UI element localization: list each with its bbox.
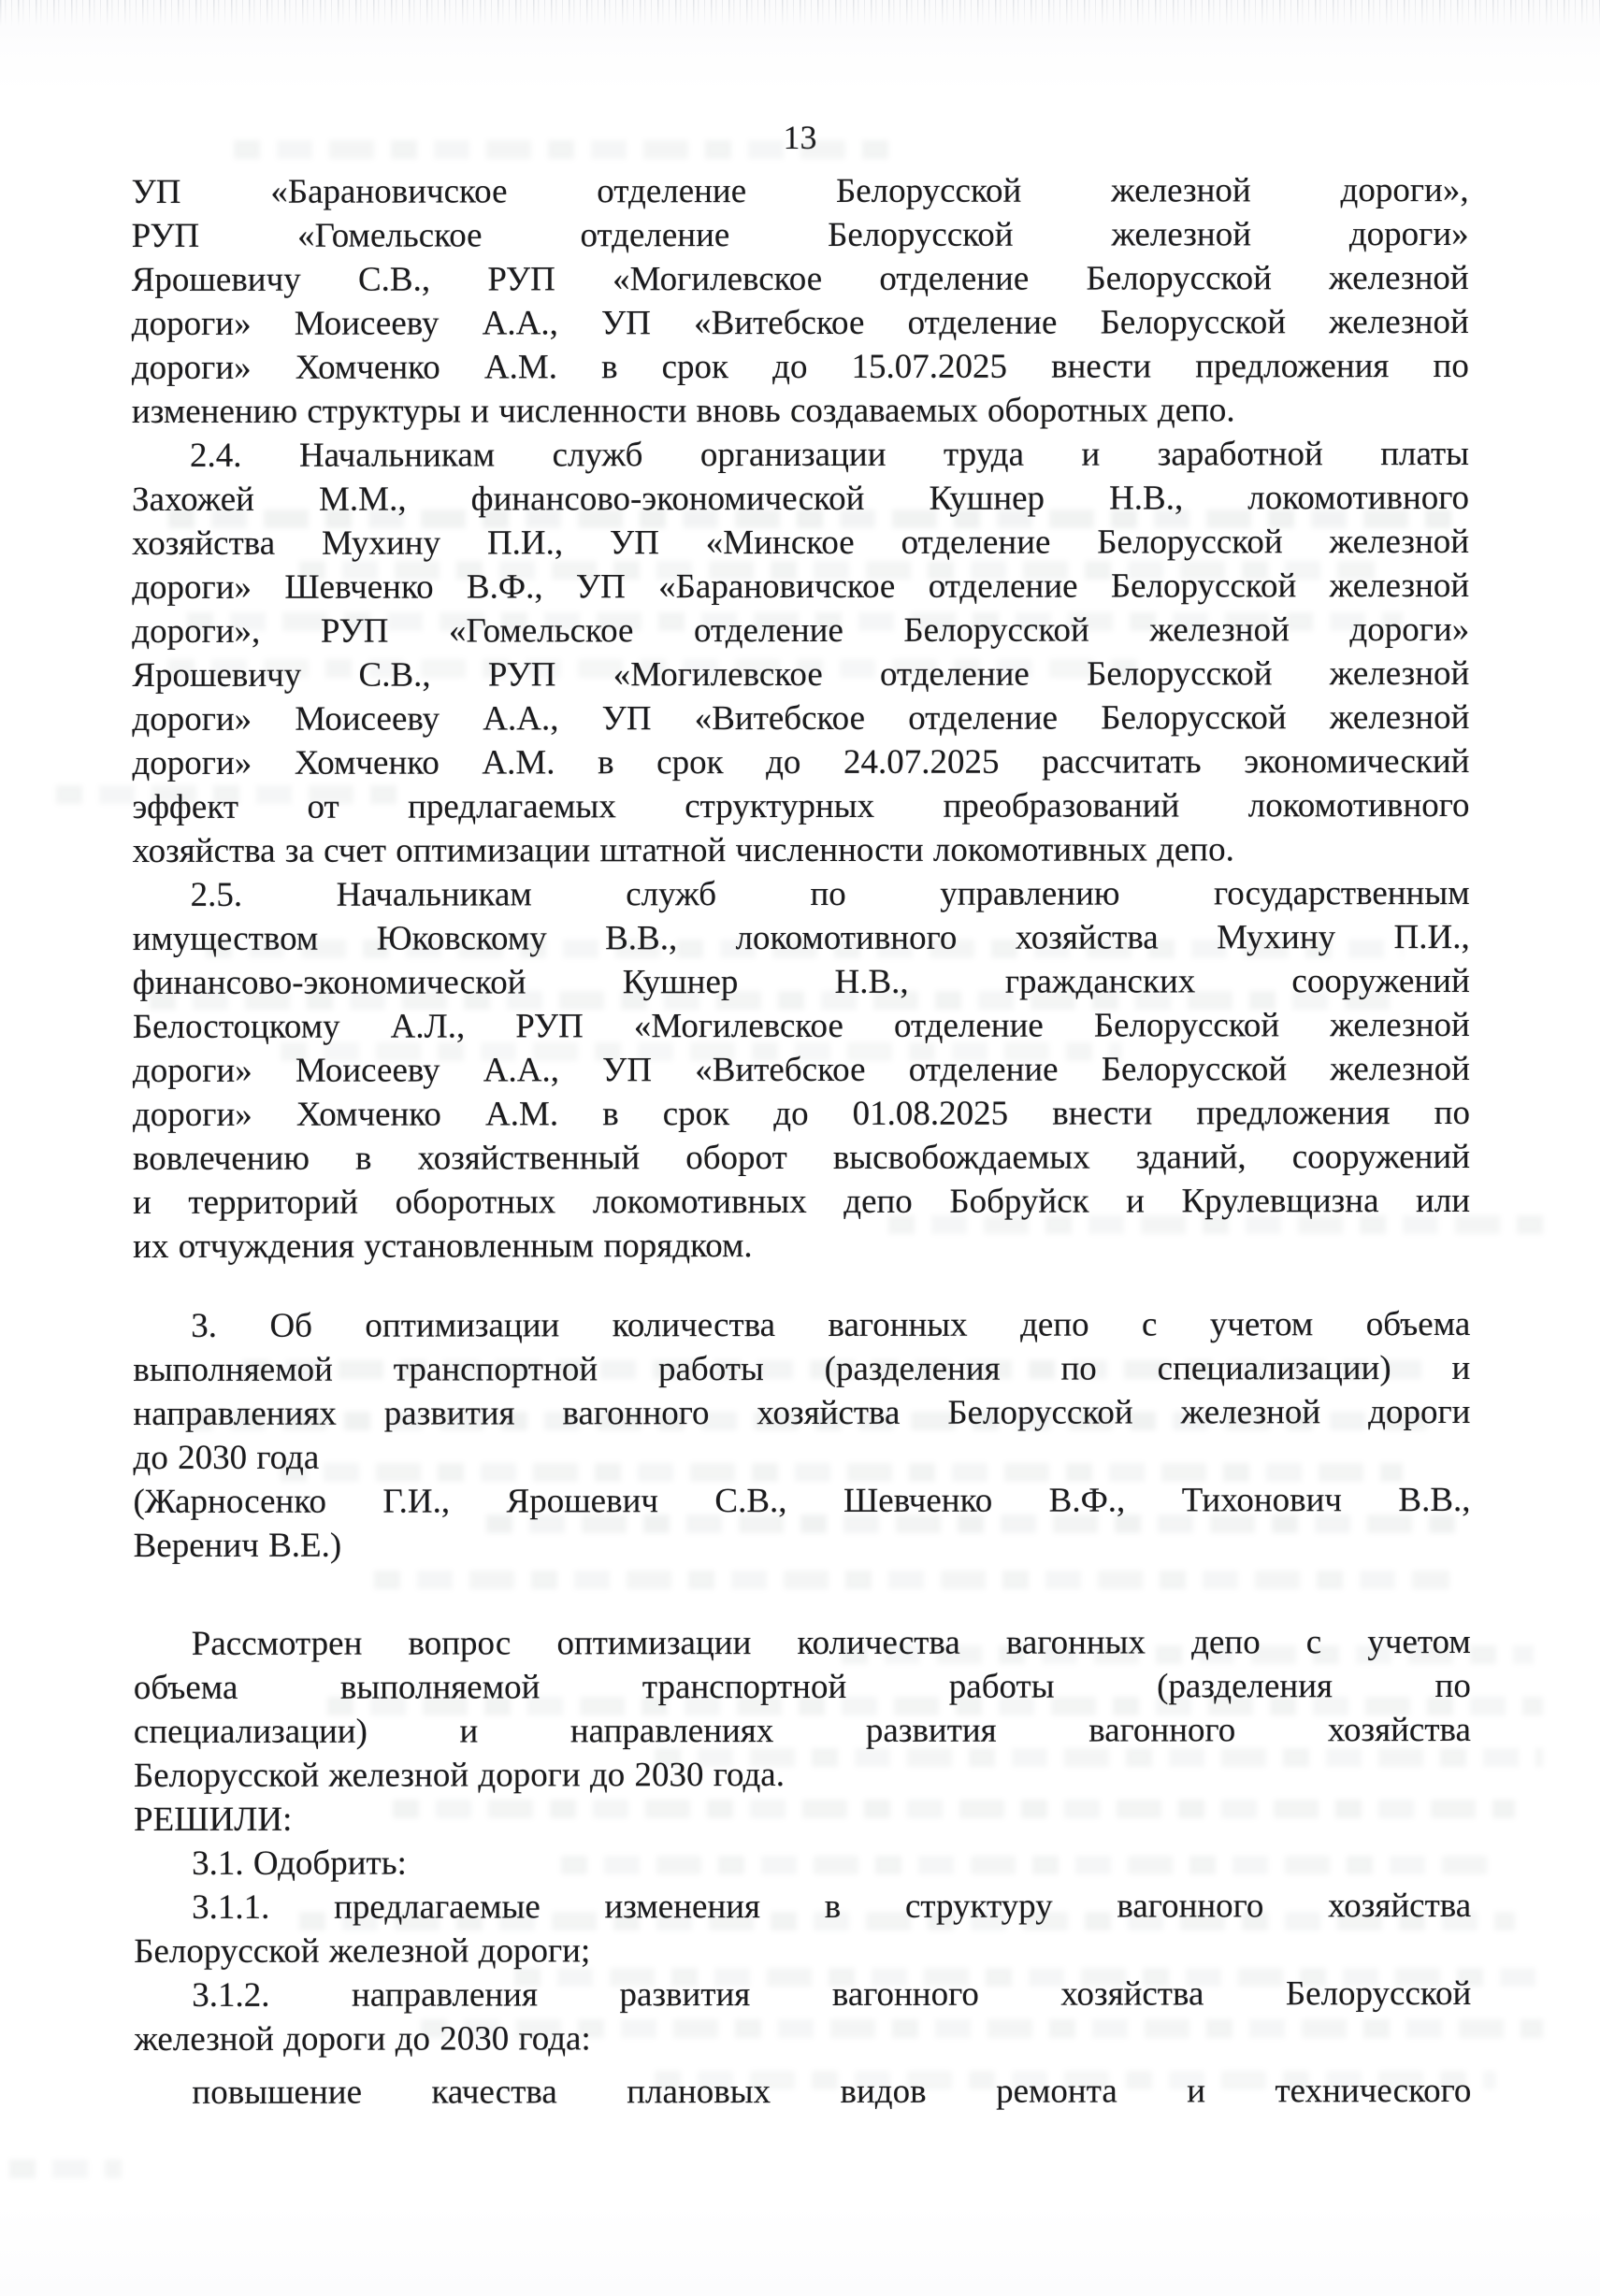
text-line: РУП «Гомельское отделение Белорусской железной дороги» [131, 215, 1469, 255]
text-line: дороги» Шевченко В.Ф., УП «Барановичское отделение Белорусской железной [132, 567, 1470, 607]
text-line: дороги» Хомченко А.М. в срок до 15.07.2025 внести предложения по [131, 347, 1469, 387]
text-line: специализации) и направлениях развития вагонного хозяйства [133, 1711, 1471, 1751]
text-line: дороги» Хомченко А.М. в срок до 01.08.2025 внести предложения по [132, 1094, 1470, 1134]
text-line: направлениях развития вагонного хозяйства Белорусской железной дороги [133, 1393, 1471, 1433]
text-line: и территорий оборотных локомотивных депо Бобруйск и Крулевщизна или [133, 1182, 1471, 1222]
text-line: их отчуждения установленным порядком. [133, 1227, 753, 1266]
text-line: дороги» Моисееву А.А., УП «Витебское отделение Белорусской железной [131, 303, 1469, 343]
text-line: вовлечению в хозяйственный оборот высвобождаемых зданий, сооружений [132, 1138, 1471, 1178]
item-3-1 [134, 1840, 1471, 1886]
text-line: Белостоцкому А.Л., РУП «Могилевское отделение Белорусской железной [132, 1006, 1470, 1046]
text-line: Белорусской железной дороги до 2030 года. [133, 1756, 785, 1795]
text-line: хозяйства за счет оптимизации штатной численности локомотивных депо. [132, 830, 1234, 870]
item-3-1-2 [134, 1972, 1471, 2061]
text-line: Ярошевичу С.В., РУП «Могилевское отделение Белорусской железной [131, 259, 1469, 299]
item-2-5 [133, 871, 1471, 1269]
text-line: имуществом Юковскому В.В., локомотивного хозяйства Мухину П.И., [132, 918, 1470, 958]
decided-label [134, 1796, 1471, 1842]
text-line: УП «Барановичское отделение Белорусской железной дороги», [131, 171, 1469, 211]
text-line: 3. Об оптимизации количества вагонных депо с учетом объема [191, 1305, 1471, 1345]
text-line: выполняемой транспортной работы (разделения по специализации) и [133, 1349, 1471, 1389]
text-line: изменению структуры и численности вновь создаваемых оборотных депо. [131, 391, 1235, 431]
text-line: дороги» Хомченко А.М. в срок до 24.07.2025 рассчитать экономический [132, 742, 1470, 782]
text-line: 3.1.2. направления развития вагонного хозяйства Белорусской [192, 1974, 1472, 2015]
text-line: дороги» Моисееву А.А., УП «Витебское отделение Белорусской железной [132, 698, 1470, 739]
text-line: эффект от предлагаемых структурных преобразований локомотивного [132, 786, 1470, 826]
document-text [132, 168, 1472, 2115]
item-2-4 [132, 432, 1470, 873]
text-line: дороги», РУП «Гомельское отделение Белорусской железной дороги» [132, 610, 1470, 651]
section-3-heading [133, 1302, 1470, 1568]
page-number: 13 [783, 119, 817, 156]
text-line: дороги» Моисееву А.А., УП «Витебское отделение Белорусской железной [132, 1050, 1470, 1090]
text-line: 2.4. Начальникам служб организации труда и заработной платы [189, 435, 1470, 475]
text-line: Рассмотрен вопрос оптимизации количества вагонных депо с учетом [191, 1623, 1471, 1663]
text-line: Белорусской железной дороги; [134, 1931, 591, 1971]
item-3-1-1 [134, 1884, 1471, 1973]
text-line: Веренич В.Е.) [133, 1526, 342, 1565]
text-line: 3.1.1. предлагаемые изменения в структуру вагонного хозяйства [192, 1887, 1472, 1927]
text-line: повышение качества плановых видов ремонта и технического [192, 2072, 1472, 2112]
text-line: Захожей М.М., финансово-экономической Кушнер Н.В., локомотивного [132, 479, 1470, 519]
text-line: железной дороги до 2030 года: [134, 2019, 591, 2059]
text-line: (Жарносенко Г.И., Ярошевич С.В., Шевченко В.Ф., Тихонович В.В., [133, 1481, 1471, 1521]
paragraph-continuation [132, 168, 1469, 434]
section-3-summary [134, 1620, 1471, 1798]
text-line: объема выполняемой транспортной работы (разделения по [133, 1667, 1471, 1707]
text-line: до 2030 года [133, 1438, 320, 1477]
text-line: Ярошевичу С.В., РУП «Могилевское отделение Белорусской железной [132, 654, 1470, 695]
item-3-1-2-directions [134, 2069, 1471, 2115]
text-line: финансово-экономической Кушнер Н.В., гражданских сооружений [132, 962, 1470, 1002]
text-line: хозяйства Мухину П.И., УП «Минское отделение Белорусской железной [132, 523, 1470, 563]
text-line: 2.5. Начальникам служб по управлению государственным [190, 874, 1470, 914]
bleed-smudge [9, 2160, 122, 2178]
text-line: 3.1. Одобрить: [192, 1844, 407, 1883]
text-line: РЕШИЛИ: [133, 1800, 293, 1839]
